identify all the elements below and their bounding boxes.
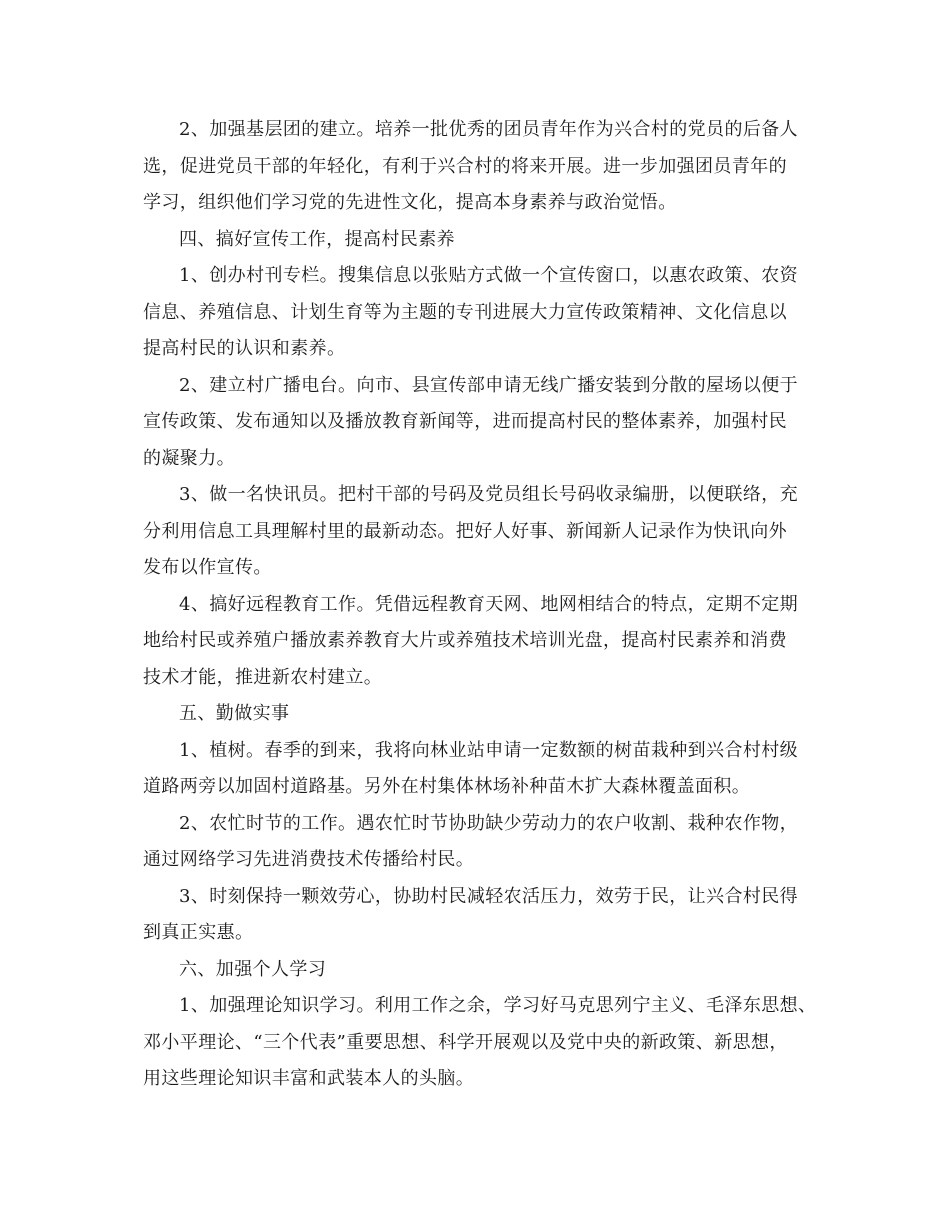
text-line: 提高村民的认识和素养。 xyxy=(143,338,346,359)
text-line: 3、时刻保持一颗效劳心，协助村民减轻农活压力，效劳于民，让兴合村民得 xyxy=(179,885,799,907)
text-line: 1、加强理论知识学习。利用工作之余，学习好马克思列宁主义、毛泽东思想、 xyxy=(179,995,817,1016)
text-line: 3、做一名快讯员。把村干部的号码及党员组长号码收录编册，以便联络，充 xyxy=(179,484,799,505)
text-line: 2、农忙时节的工作。遇农忙时节协助缺少劳动力的农户收割、栽种农作物， xyxy=(179,812,799,834)
text-line: 的凝聚力。 xyxy=(143,447,235,469)
document-body xyxy=(143,112,817,1098)
text-line: 分利用信息工具理解村里的最新动态。把好人好事、新闻新人记录作为快讯向外 xyxy=(143,520,787,542)
text-line: 通过网络学习先进消费技术传播给村民。 xyxy=(143,849,475,870)
text-line: 选，促进党员干部的年轻化，有利于兴合村的将来开展。进一步加强团员青年的 xyxy=(143,155,787,177)
text-line: 五、勤做实事 xyxy=(179,703,290,724)
text-line: 发布以作宣传。 xyxy=(143,557,272,578)
text-line: 宣传政策、发布通知以及播放教育新闻等，进而提高村民的整体素养，加强村民 xyxy=(143,411,787,432)
text-line: 六、加强个人学习 xyxy=(179,958,327,980)
text-line: 技术才能，推进新农村建立。 xyxy=(143,666,383,688)
text-line: 学习，组织他们学习党的先进性文化，提高本身素养与政治觉悟。 xyxy=(143,192,677,213)
text-line: 4、搞好远程教育工作。凭借远程教育天网、地网相结合的特点，定期不定期 xyxy=(179,593,799,615)
text-line: 邓小平理论、“三个代表”重要思想、科学开展观以及党中央的新政策、新思想， xyxy=(143,1031,788,1053)
text-line: 四、搞好宣传工作，提高村民素养 xyxy=(179,228,455,250)
text-line: 1、植树。春季的到来，我将向林业站申请一定数额的树苗栽种到兴合村村级 xyxy=(179,739,799,761)
text-line: 地给村民或养殖户播放素养教育大片或养殖技术培训光盘，提高村民素养和消费 xyxy=(143,630,787,651)
text-line: 信息、养殖信息、计划生育等为主题的专刊进展大力宣传政策精神、文化信息以 xyxy=(143,301,787,323)
text-line: 2、建立村广播电台。向市、县宣传部申请无线广播安装到分散的屋场以便于 xyxy=(179,374,799,396)
text-line: 用这些理论知识丰富和武装本人的头脑。 xyxy=(143,1068,475,1089)
text-line: 1、创办村刊专栏。搜集信息以张贴方式做一个宣传窗口，以惠农政策、农资 xyxy=(179,265,799,286)
text-line: 到真正实惠。 xyxy=(143,922,254,943)
text-line: 道路两旁以加固村道路基。另外在村集体林场补种苗木扩大森林覆盖面积。 xyxy=(143,776,751,797)
text-line: 2、加强基层团的建立。培养一批优秀的团员青年作为兴合村的党员的后备人 xyxy=(179,119,799,140)
